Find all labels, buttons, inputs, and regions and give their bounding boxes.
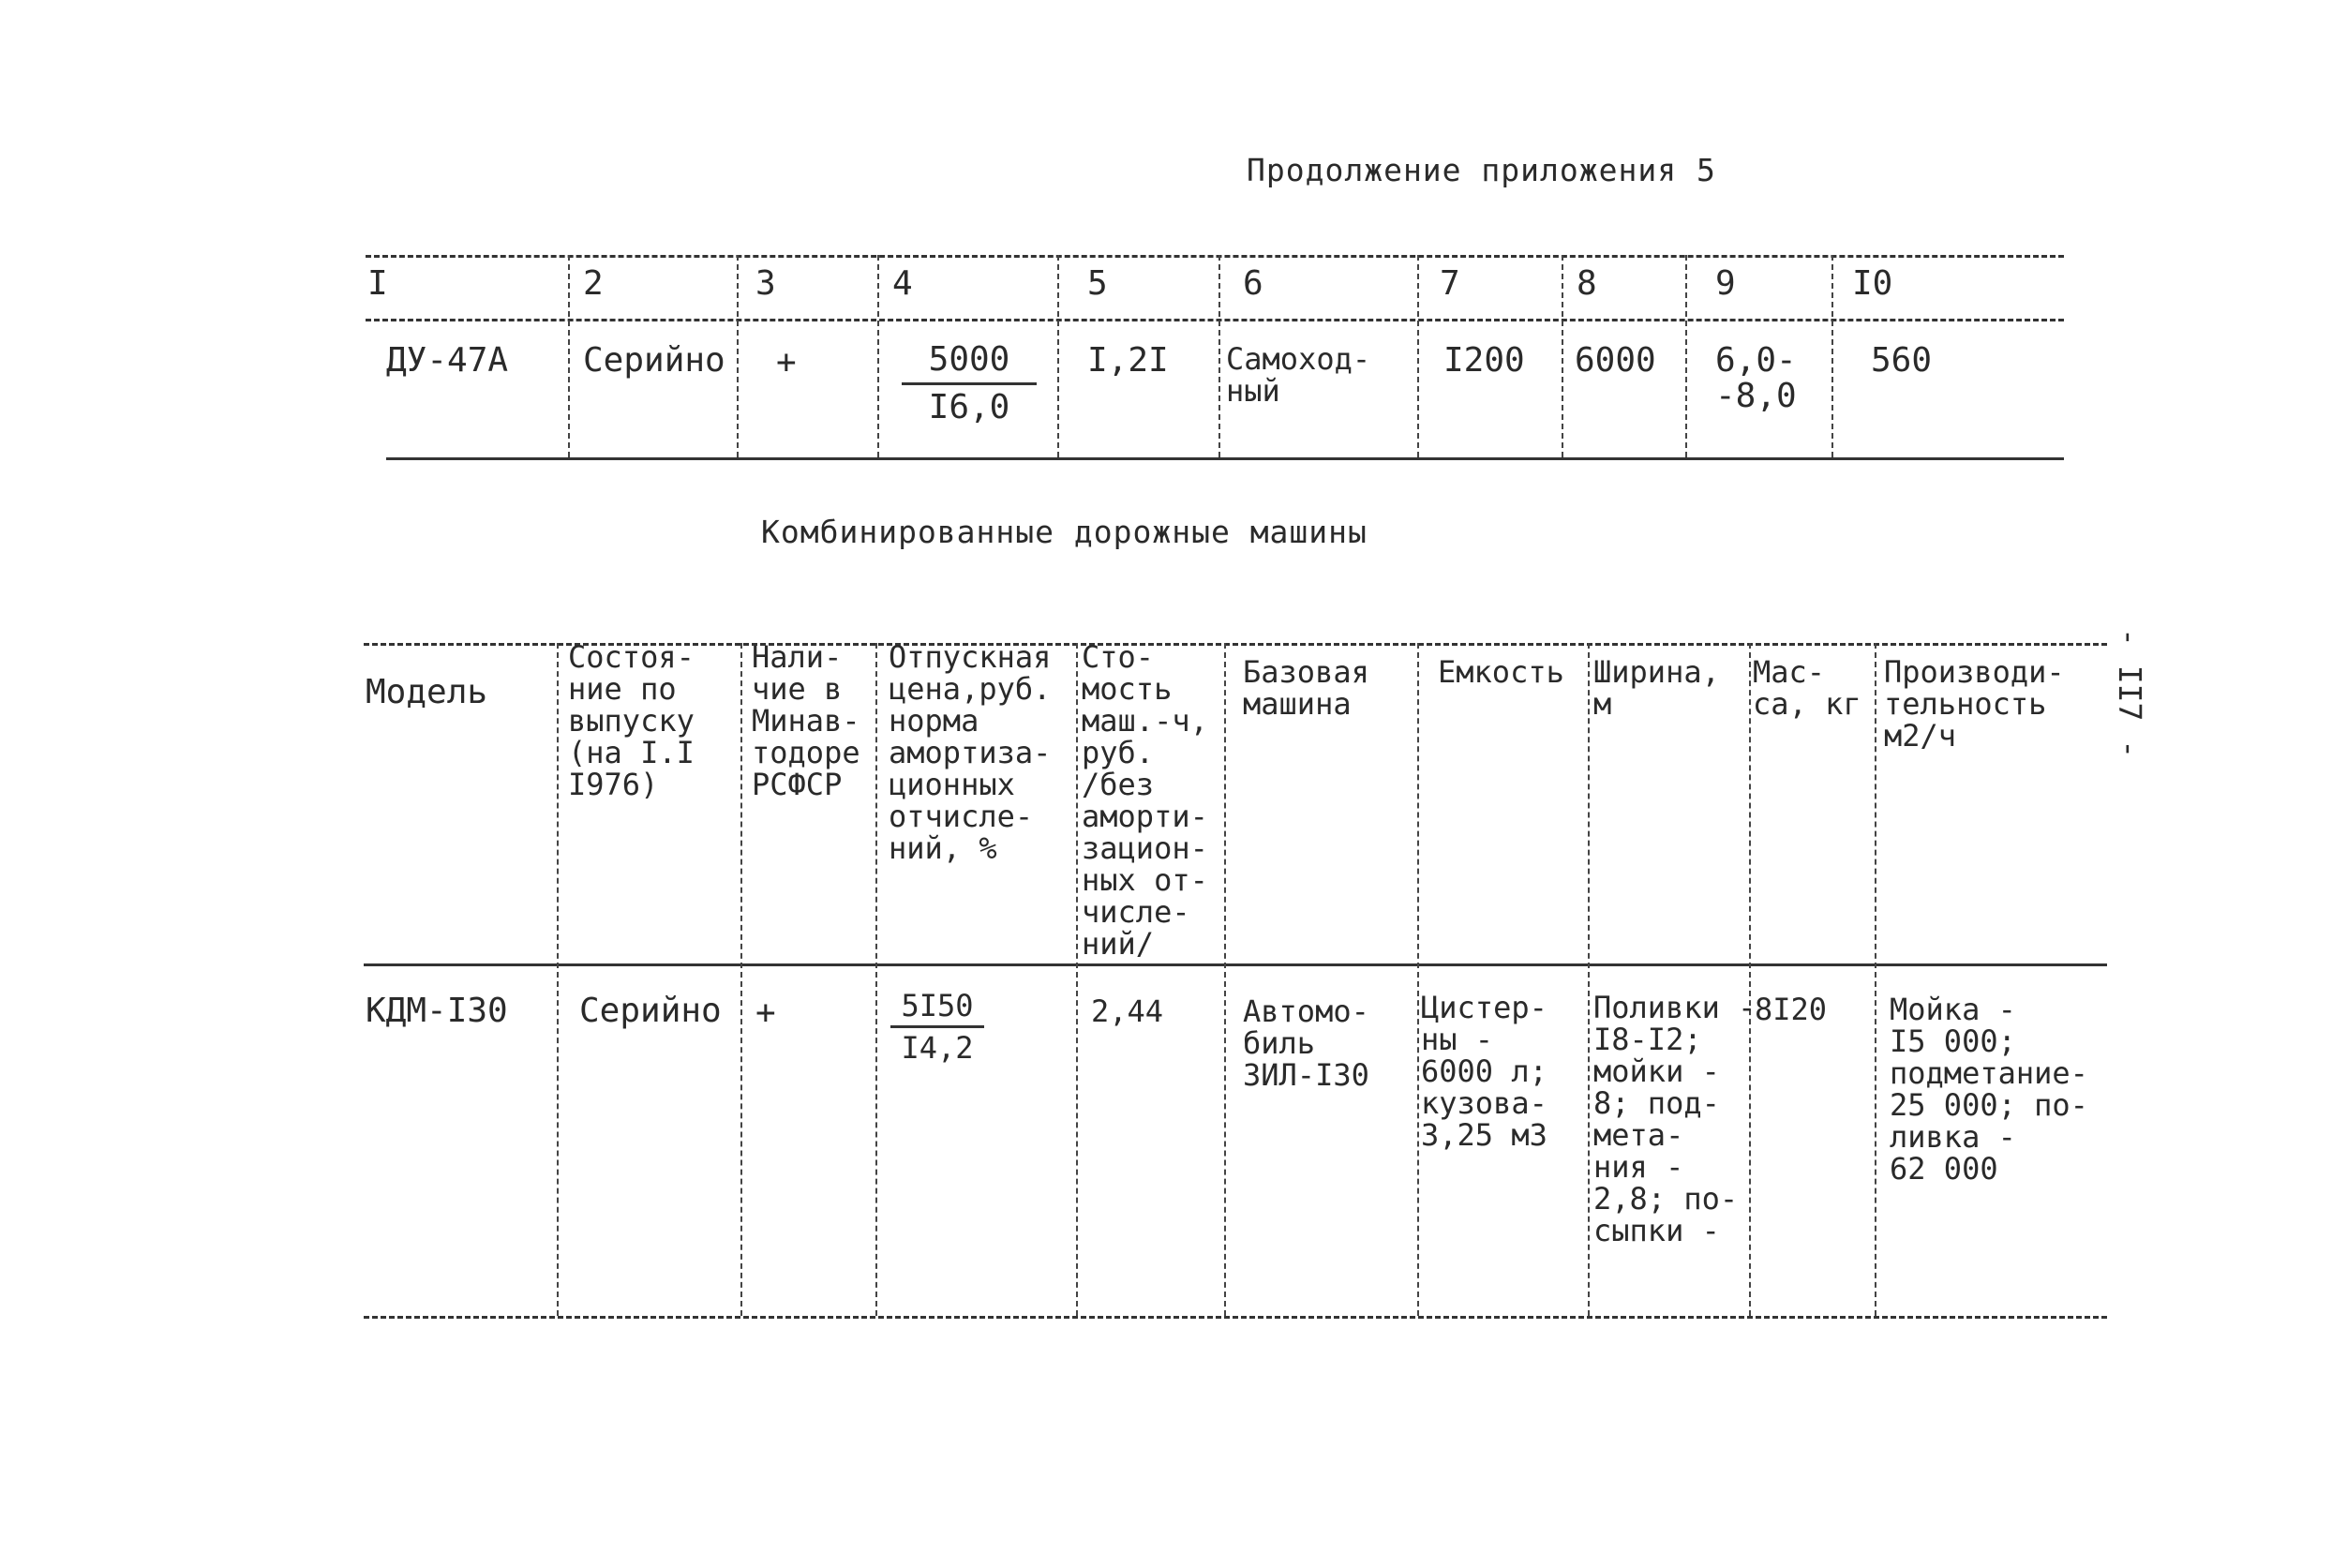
table1-col-divider — [877, 255, 879, 457]
table2-availability: + — [755, 993, 776, 1032]
table1-col-divider — [568, 255, 570, 457]
table2-status: Серийно — [579, 992, 722, 1030]
table2-col-divider — [1224, 643, 1226, 1316]
table1-model: ДУ-47А — [386, 341, 509, 380]
table2-header-mass: Мас- са, кг — [1753, 654, 1861, 722]
table2-col-divider — [875, 643, 877, 1316]
table2-header-rule — [364, 963, 2107, 966]
table1-productivity: 560 — [1871, 341, 1933, 380]
table1-header-cell: 2 — [583, 264, 604, 303]
table2-base-machine: Автомо- биль ЗИЛ-I30 — [1243, 993, 1369, 1093]
table1-price-fraction — [902, 341, 1037, 426]
table2-col-divider — [1588, 643, 1590, 1316]
table1-col-divider — [1562, 255, 1563, 457]
table1-header-cell: 8 — [1577, 264, 1597, 303]
table2-price-fraction — [890, 990, 984, 1064]
table2-header-width: Ширина, м — [1593, 654, 1720, 722]
table1-header-cell: 6 — [1243, 264, 1263, 303]
table1-status: Серийно — [583, 341, 725, 380]
table2-header-model: Модель — [366, 673, 488, 711]
table2-header-price: Отпускная цена,руб. норма амортиза- ционных отчисле- ний, % — [889, 639, 1052, 866]
table1-header-cell: 3 — [755, 264, 776, 303]
table2-header-status: Состоя- ние по выпуску (на I.I I976) — [568, 639, 695, 802]
table1-cost: I,2I — [1087, 341, 1169, 380]
table2-capacity: Цистер- ны - 6000 л; кузова- 3,25 м3 — [1421, 990, 1547, 1153]
table2-model: КДМ-I30 — [366, 992, 508, 1030]
table1-bottom-rule — [386, 457, 2064, 460]
table1-amortization-rate: I6,0 — [928, 388, 1010, 426]
table2-width: Поливки - I8-I2; мойки - 8; под- мета- ния - 2,8; по- сыпки - — [1593, 990, 1757, 1248]
table1-mass: 6,0- -8,0 — [1715, 341, 1797, 415]
table1-header-cell: I — [367, 264, 388, 303]
table1-header-cell: 7 — [1440, 264, 1460, 303]
table2-header-base: Базовая машина — [1243, 654, 1369, 722]
table2-col-divider — [1417, 643, 1419, 1316]
table2-bottom-rule — [364, 1316, 2107, 1319]
table1-col-divider — [1417, 255, 1419, 457]
table1-header-cell: 4 — [892, 264, 913, 303]
page-number: - II7 - — [2112, 628, 2148, 759]
table2-col-divider — [557, 643, 559, 1316]
table1-col-divider — [1685, 255, 1687, 457]
table1-col-divider — [1218, 255, 1220, 457]
table1-header-cell: 5 — [1087, 264, 1108, 303]
table2-productivity: Мойка - I5 000; подметание- 25 000; по- ливка - 62 000 — [1890, 992, 2088, 1187]
page-heading: Продолжение приложения 5 — [1247, 152, 1716, 188]
table2-header-capacity: Емкость — [1438, 654, 1564, 690]
table2-mass: 8I20 — [1755, 992, 1828, 1027]
table2-col-divider — [1076, 643, 1078, 1316]
table1-header-rule — [366, 319, 2064, 321]
table2-header-availability: Нали- чие в Минав- тодоре РСФСР — [752, 639, 860, 802]
table1-col-divider — [1831, 255, 1833, 457]
table2-amortization-rate: I4,2 — [901, 1030, 974, 1066]
table2-col-divider — [1875, 643, 1876, 1316]
table2-header-productivity: Производи- тельность м2/ч — [1884, 654, 2065, 754]
table2-price: 5I50 — [890, 990, 984, 1028]
table1-col-divider — [1057, 255, 1059, 457]
table1-header-cell: I0 — [1852, 264, 1893, 303]
table1-header-cell: 9 — [1715, 264, 1736, 303]
table2-cost: 2,44 — [1091, 993, 1164, 1029]
table1-width: 6000 — [1575, 341, 1656, 380]
table1-availability: + — [776, 343, 797, 381]
table1-capacity: I200 — [1443, 341, 1525, 380]
table1-price: 5000 — [902, 341, 1037, 385]
table1-col-divider — [737, 255, 739, 457]
table2-col-divider — [740, 643, 742, 1316]
table1-base-machine: Самоход- ный — [1226, 341, 1371, 409]
table2-header-cost: Сто- мость маш.-ч, руб. /без аморти- зацион- ных от- числе- ний/ — [1082, 639, 1208, 962]
table1-top-rule — [366, 255, 2064, 258]
section-title: Комбинированные дорожные машины — [761, 514, 1368, 550]
